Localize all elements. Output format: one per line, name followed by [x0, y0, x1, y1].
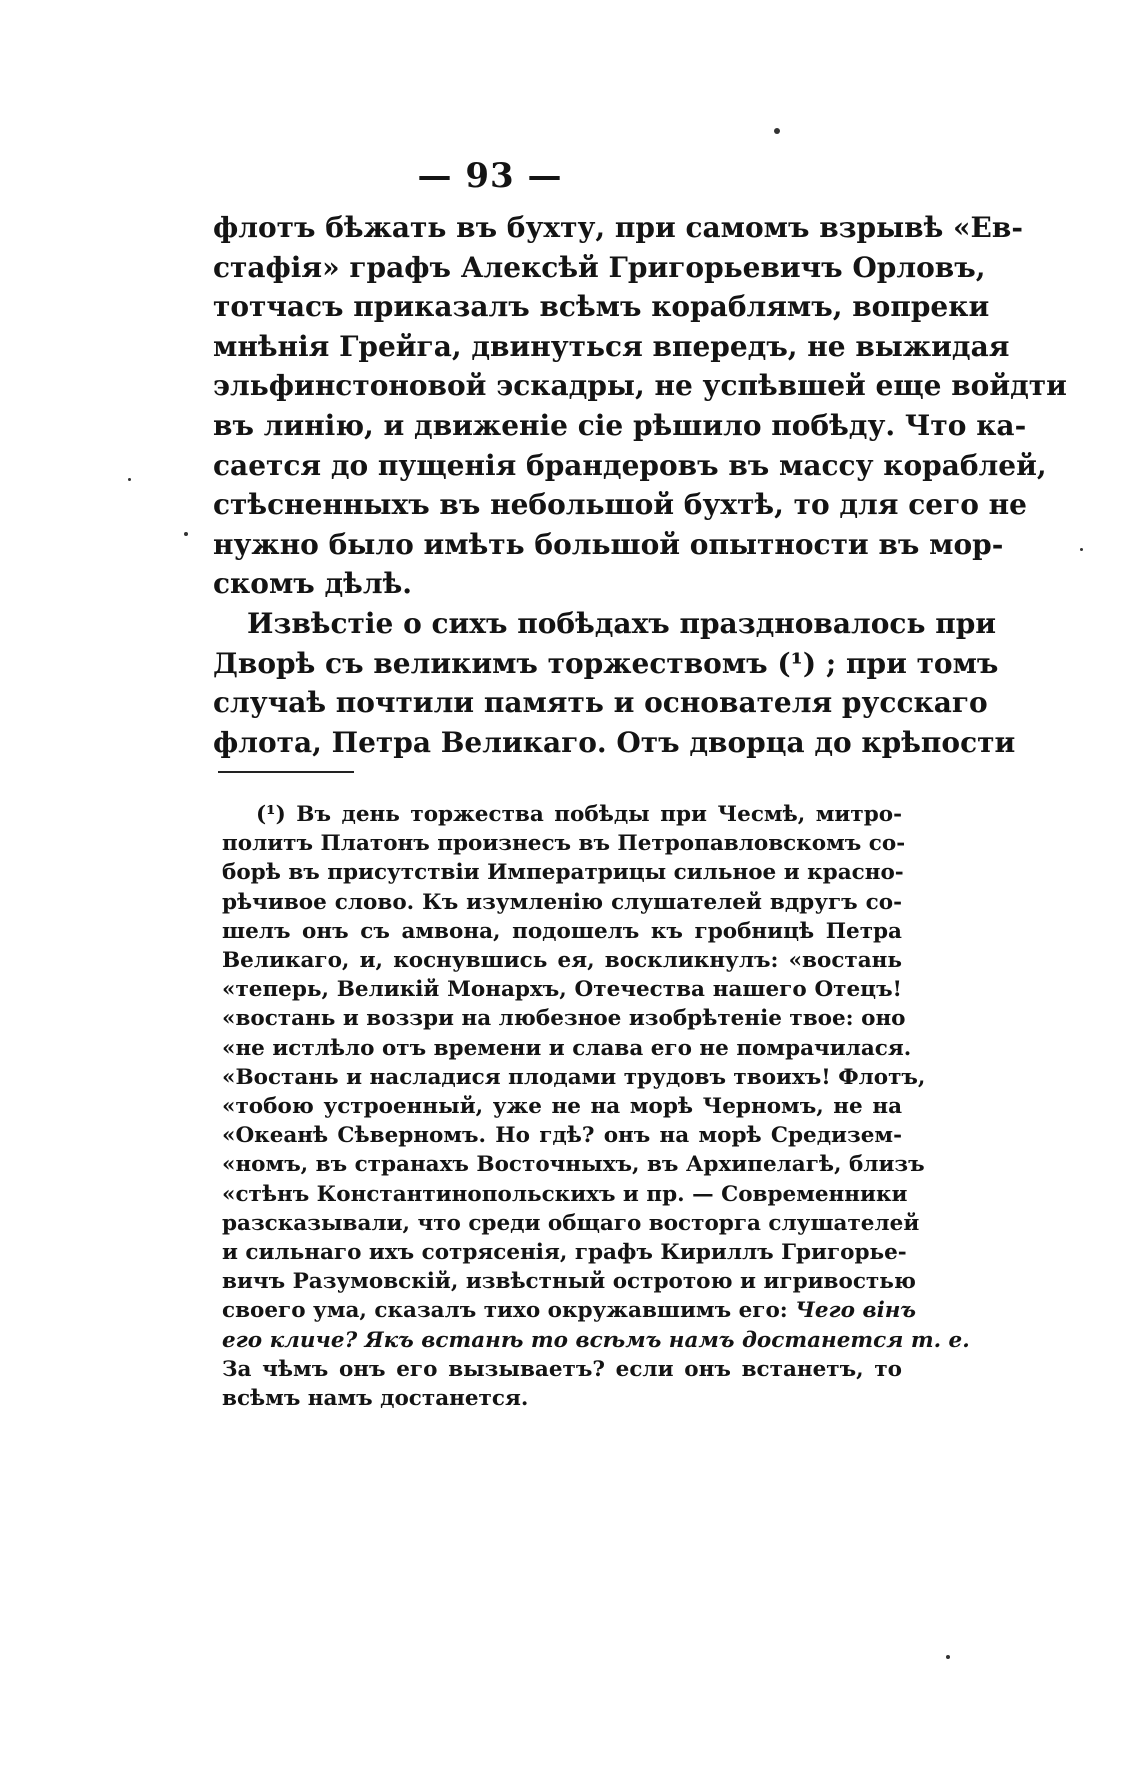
footnote-line: «номъ, въ странахъ Восточныхъ, въ Архипелагѣ, близъ — [222, 1152, 925, 1178]
text-line: нужно было имѣть большой опытности въ мор- — [213, 527, 1004, 561]
footnote-line: За чѣмъ онъ его вызываетъ? если онъ встанетъ, то — [222, 1356, 902, 1382]
footnote-line: шелъ онъ съ амвона, подошелъ къ гробницѣ Петра — [222, 918, 902, 944]
footnote-line: разсказывали, что среди общаго восторга слушателей — [222, 1210, 920, 1236]
italic-phrase: Чего вінъ — [795, 1298, 917, 1324]
footnote-line: его кличе? Якъ встанѣ то всѣмъ намъ достанется т. е. — [222, 1327, 970, 1353]
footnote-line: «востань и воззри на любезное изобрѣтеніе твое: оно — [222, 1006, 906, 1032]
text-line: стафія» графъ Алексѣй Григорьевичъ Орловъ, — [213, 250, 986, 284]
footnote-line: рѣчивое слово. Къ изумленію слушателей вдругъ со- — [222, 889, 902, 915]
text-line: въ линію, и движеніе сіе рѣшило побѣду. Что ка- — [213, 408, 1027, 442]
text-line: Извѣстіе о сихъ побѣдахъ праздновалось при — [247, 606, 997, 640]
text-line: скомъ дѣлѣ. — [213, 567, 413, 601]
footnote-line: Великаго, и, коснувшись ея, воскликнулъ: «востань — [222, 948, 902, 974]
footnote-line: борѣ въ присутствіи Императрицы сильное и красно- — [222, 860, 904, 886]
text-line: флотъ бѣжать въ бухту, при самомъ взрывѣ «Ев- — [213, 211, 1023, 244]
footnote-line: политъ Платонъ произнесъ въ Петропавловскомъ со- — [222, 831, 906, 857]
print-speck — [946, 1655, 950, 1659]
footnote-line: и сильнаго ихъ сотрясенія, графъ Кириллъ Григорье- — [222, 1240, 907, 1266]
text-line: случаѣ почтили память и основателя русскаго — [213, 686, 988, 720]
footnote-line: «Океанѣ Сѣверномъ. Но гдѣ? онъ на морѣ Средизем- — [222, 1123, 902, 1149]
footnote-line: вичъ Разумовскій, извѣстный остротою и игривостью — [222, 1269, 916, 1295]
text-line: Дворѣ съ великимъ торжествомъ (¹) ; при томъ — [213, 646, 999, 680]
print-speck — [128, 478, 131, 481]
footnote-line: «стѣнъ Константинопольскихъ и пр. — Современники — [222, 1181, 908, 1207]
footnote-line: «тобою устроенный, уже не на морѣ Черномъ, не на — [222, 1094, 902, 1120]
footnote-text: своего ума, сказалъ тихо окружавшимъ его: — [222, 1298, 788, 1324]
footnote-line — [222, 1296, 917, 1325]
page-number: — 93 — — [417, 156, 563, 196]
text-line: флота, Петра Великаго. Отъ дворца до крѣпости — [213, 725, 1016, 759]
text-line: сается до пущенія брандеровъ въ массу кораблей, — [213, 448, 1047, 482]
text-line: эльфинстоновой эскадры, не успѣвшей еще войдти — [213, 369, 1067, 403]
footnote-line: «Востань и насладися плодами трудовъ твоихъ! Флотъ, — [222, 1064, 926, 1090]
text-line: тотчасъ приказалъ всѣмъ кораблямъ, вопреки — [213, 290, 990, 324]
footnote-separator — [218, 771, 354, 773]
text-line: мнѣнія Грейга, двинуться впередъ, не выжидая — [213, 329, 1010, 363]
main-text — [213, 208, 1067, 762]
print-speck — [184, 532, 188, 536]
footnote-line: всѣмъ намъ достанется. — [222, 1386, 529, 1412]
footnote-line: «не истлѣло отъ времени и слава его не помрачилася. — [222, 1035, 912, 1061]
footnote — [222, 800, 970, 1413]
print-speck — [1080, 548, 1083, 551]
footnote-line: (¹) Въ день торжества побѣды при Чесмѣ, митро- — [256, 802, 902, 827]
text-line: стѣсненныхъ въ небольшой бухтѣ, то для сего не — [213, 488, 1027, 522]
print-speck — [774, 128, 780, 134]
footnote-line: «теперь, Великій Монархъ, Отечества нашего Отецъ! — [222, 977, 902, 1003]
